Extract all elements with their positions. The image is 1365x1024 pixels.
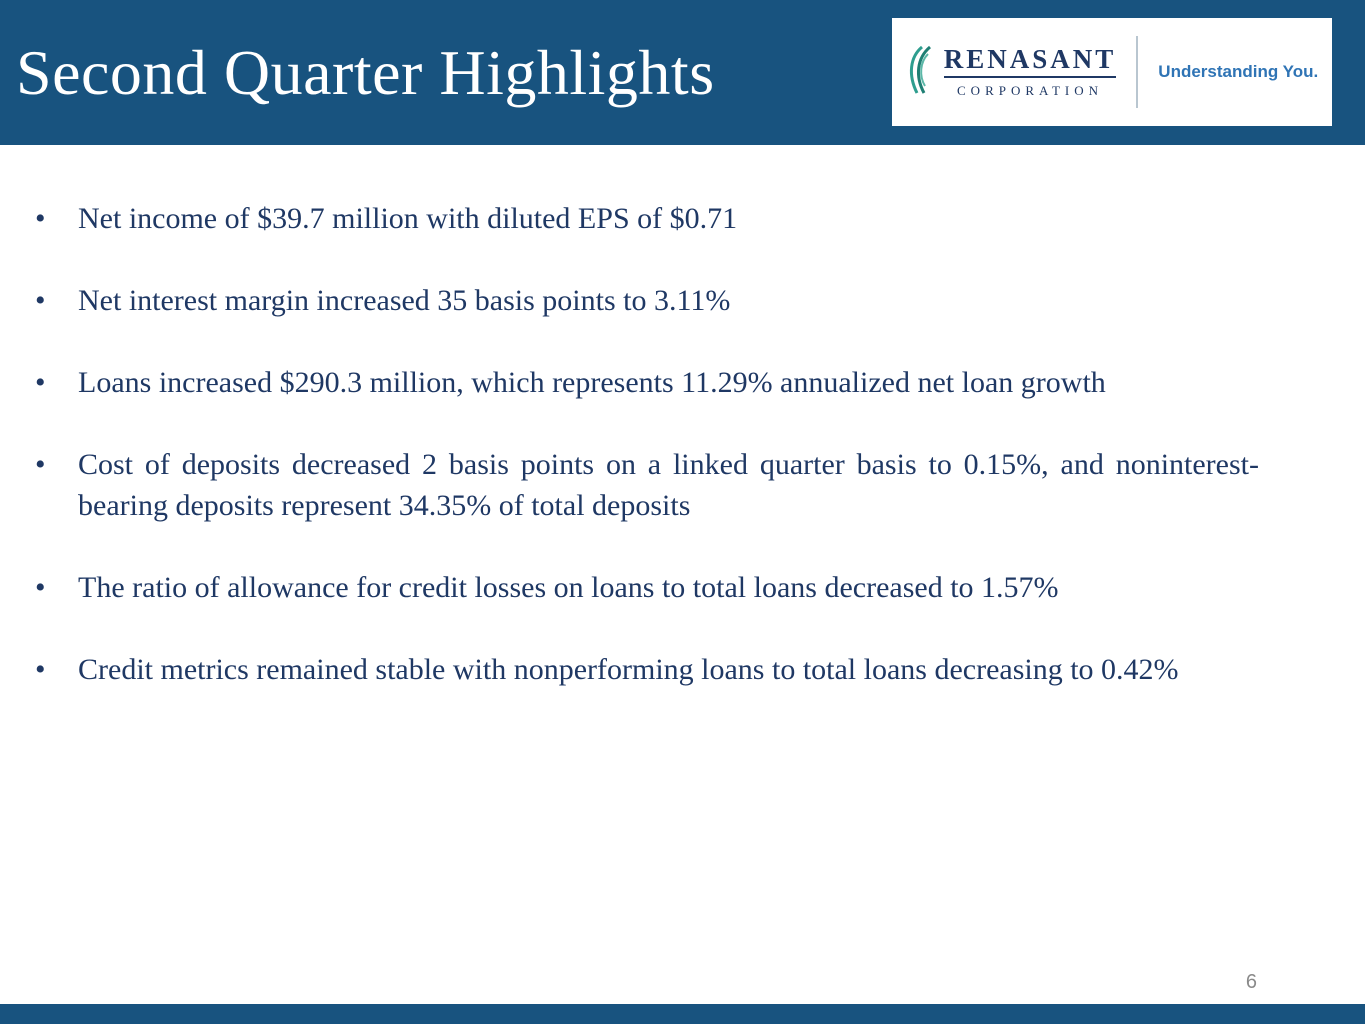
list-item bbox=[35, 198, 1259, 239]
page-title: Second Quarter Highlights bbox=[16, 37, 715, 108]
bullet-icon bbox=[35, 567, 78, 608]
footer-bar bbox=[0, 1004, 1365, 1024]
bullet-text: Loans increased $290.3 million, which represents 11.29% annualized net loan growth bbox=[78, 366, 1106, 399]
logo-text bbox=[944, 45, 1117, 98]
list-item bbox=[35, 567, 1259, 608]
logo-subtitle: CORPORATION bbox=[957, 82, 1104, 98]
logo-block bbox=[906, 44, 1117, 101]
page-number: 6 bbox=[1245, 971, 1257, 993]
bullet-text: Credit metrics remained stable with nonperforming loans to total loans decreasing to 0.42% bbox=[78, 653, 1179, 686]
list-item bbox=[35, 362, 1259, 403]
bullet-icon bbox=[35, 649, 78, 690]
slide-header bbox=[0, 0, 1365, 145]
bullet-icon bbox=[35, 362, 78, 403]
highlights-list bbox=[35, 198, 1259, 731]
logo-divider bbox=[1136, 36, 1138, 108]
logo-panel bbox=[892, 18, 1332, 126]
list-item bbox=[35, 649, 1259, 690]
bullet-icon bbox=[35, 198, 78, 239]
bullet-text: The ratio of allowance for credit losses on loans to total loans decreased to 1.57% bbox=[78, 571, 1059, 604]
list-item bbox=[35, 280, 1259, 321]
bullet-icon bbox=[35, 444, 78, 526]
bullet-text: Cost of deposits decreased 2 basis points on a linked quarter basis to 0.15%, and noninterest-bearing deposits represent 34.35% of total deposits bbox=[78, 448, 1259, 522]
logo-tagline: Understanding You. bbox=[1158, 62, 1319, 81]
bullet-text: Net interest margin increased 35 basis points to 3.11% bbox=[78, 284, 731, 317]
bullet-text: Net income of $39.7 million with diluted EPS of $0.71 bbox=[78, 202, 738, 235]
list-item bbox=[35, 444, 1259, 526]
renasant-leaf-icon bbox=[906, 44, 936, 101]
bullet-icon bbox=[35, 280, 78, 321]
logo-wordmark: RENASANT bbox=[944, 45, 1117, 77]
